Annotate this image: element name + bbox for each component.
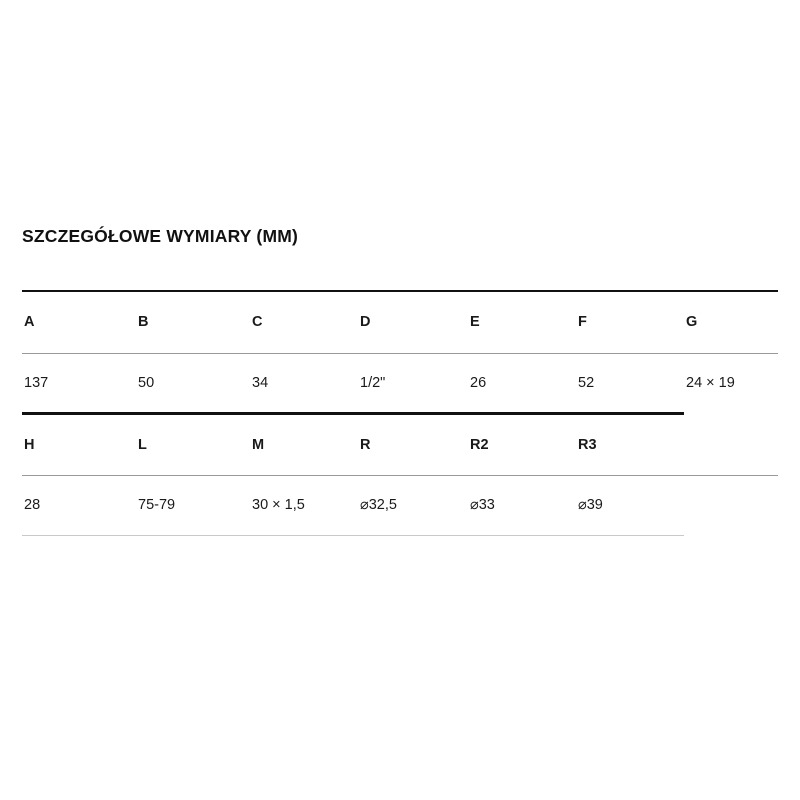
table-row: [22, 291, 778, 353]
value-label: 34: [252, 374, 269, 391]
page-title: SZCZEGÓŁOWE WYMIARY (MM): [22, 226, 299, 246]
table-value-cell: [22, 353, 136, 413]
header-label: M: [252, 436, 265, 453]
table-value-cell: [468, 475, 576, 535]
header-label: G: [686, 314, 698, 331]
header-label: B: [138, 314, 149, 331]
table-header-cell: [468, 291, 576, 353]
header-label: E: [470, 314, 480, 331]
value-label: 30 × 1,5: [252, 497, 305, 513]
table-value-cell: [576, 475, 684, 535]
table-header-cell: [22, 291, 136, 353]
table-value-cell: [358, 353, 468, 413]
table-header-cell: [468, 413, 576, 475]
table-header-cell: [684, 413, 778, 475]
value-label: ⌀33: [470, 497, 495, 513]
header-label: F: [578, 314, 587, 331]
value-label: 75-79: [138, 497, 176, 513]
table-value-cell: [684, 475, 778, 535]
table-value-cell: [684, 353, 778, 413]
table-header-cell: [358, 291, 468, 353]
value-label: 137: [24, 374, 49, 391]
header-label: L: [138, 436, 147, 453]
table-header-cell: [250, 413, 358, 475]
table-row: [22, 353, 778, 413]
value-label: 28: [24, 497, 41, 513]
value-label: 24 × 19: [686, 375, 735, 392]
table-header-cell: [684, 291, 778, 353]
table-value-cell: [468, 353, 576, 413]
table-header-cell: [576, 291, 684, 353]
table-header-cell: [250, 291, 358, 353]
value-label: 1/2": [360, 374, 386, 391]
table-value-cell: [250, 475, 358, 535]
value-label: 50: [138, 374, 155, 391]
value-label: 52: [578, 374, 595, 391]
table-value-cell: [136, 353, 250, 413]
header-label: R2: [470, 436, 489, 453]
table-value-cell: [250, 353, 358, 413]
table-header-cell: [576, 413, 684, 475]
table-header-cell: [136, 291, 250, 353]
table-value-cell: [22, 475, 136, 535]
header-label: A: [24, 314, 35, 331]
table-value-cell: [136, 475, 250, 535]
table-row: [22, 475, 778, 535]
header-label: D: [360, 314, 371, 331]
header-label: R3: [578, 436, 597, 453]
table-header-cell: [136, 413, 250, 475]
header-label: R: [360, 436, 371, 453]
table-value-cell: [358, 475, 468, 535]
dimensions-table: [22, 290, 778, 536]
table-value-cell: [576, 353, 684, 413]
header-label: H: [24, 436, 35, 453]
table-header-cell: [22, 413, 136, 475]
value-label: ⌀39: [578, 497, 603, 513]
table-row: [22, 413, 778, 475]
value-label: 26: [470, 374, 487, 391]
value-label: ⌀32,5: [360, 497, 397, 513]
header-label: C: [252, 314, 263, 331]
table-header-cell: [358, 413, 468, 475]
